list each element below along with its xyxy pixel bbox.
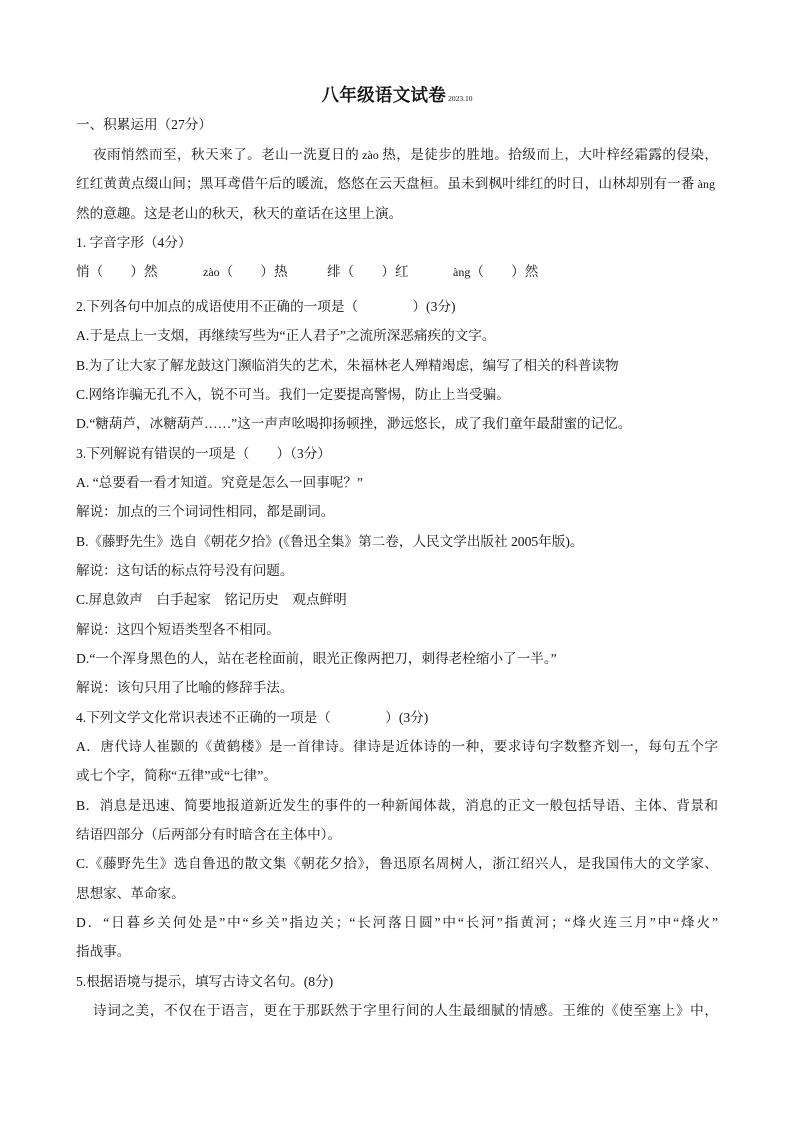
- q4-option-c-line-2: 思想家、革命家。: [76, 885, 185, 901]
- passage-line-2: [76, 169, 718, 198]
- q2-option-d: D.“糖葫芦，冰糖葫芦……”这一声声吆喝抑扬顿挫，渺远悠长，成了我们童年最甜蜜的记忆。: [76, 416, 632, 432]
- passage-pinyin-ang: àng: [697, 177, 715, 192]
- passage-text: 夜雨悄然而至，秋天来了。老山一洗夏日的: [93, 147, 360, 162]
- q3-option-c-note: 解说：这四个短语类型各不相同。: [76, 621, 280, 637]
- q4-heading: 4.下列文学文化常识表述不正确的一项是（ ）(3分): [76, 709, 429, 725]
- q2-option-b: B.为了让大家了解龙鼓这门濒临消失的艺术，朱福林老人殚精竭虑，编写了相关的科普读物: [76, 357, 619, 373]
- q5-heading: 5.根据语境与提示，填写古诗文名句。(8分): [76, 973, 334, 989]
- q3-heading: 3.下列解说有错误的一项是（ ）（3分）: [76, 445, 331, 461]
- q1-items: [76, 257, 718, 286]
- q4-option-a-line-2: 或七个字，简称“五律”或“七律”。: [76, 768, 277, 784]
- q1-item-blank: （ ）: [340, 264, 395, 280]
- q2-option-a: A.于是点上一支烟，再继续写些为“正人君子”之流所深恶痛疾的文字。: [76, 328, 496, 344]
- q1-item-blank: （ ）: [470, 264, 525, 280]
- q1-item: [76, 257, 158, 286]
- passage-pinyin-zao: zào: [362, 148, 379, 162]
- q1-item-blank: （ ）: [89, 264, 144, 280]
- q4-option-d-line-1: D．“日暮乡关何处是”中“乡关”指边关；“长河落日圆”中“长河”指黄河；“烽火连三月”中“烽火”: [76, 914, 718, 930]
- q1-item: [203, 257, 288, 287]
- q4-option-a-line-1: A．唐代诗人崔颢的《黄鹤楼》是一首律诗。律诗是近体诗的一种，要求诗句字数整齐划一，每句五个字: [76, 738, 718, 754]
- q2-heading: 2.下列各句中加点的成语使用不正确的一项是（ ）(3分): [76, 299, 456, 315]
- q1-heading: 1. 字音字形（4分）: [76, 234, 192, 250]
- section-heading: 一、积累运用（27分）: [76, 117, 212, 132]
- q4-option-b-line-2: 结语四部分（后两部分有时暗含在主体中）。: [76, 826, 342, 842]
- exam-header: [76, 80, 718, 110]
- q1-item: [327, 257, 409, 286]
- q1-item-tail: 红: [394, 264, 409, 280]
- passage-text: 红红黄黄点缀山间；黑耳鸢借午后的暖流，悠悠在云天盘桓。虽未到枫叶绯红的时日，山林却别有一番: [76, 176, 695, 192]
- q3-option-a: A. “总要看一看才知道。究竟是怎么一回事呢？”: [76, 475, 363, 490]
- q1-item-word: zào: [203, 265, 220, 280]
- q3-option-d: D.“一个浑身黑色的人，站在老栓面前，眼光正像两把刀，刺得老栓缩小了一半。”: [76, 650, 557, 666]
- q1-item-tail: 然: [143, 264, 158, 280]
- exam-content: [76, 80, 718, 1025]
- q1-item-word: 悄: [76, 264, 90, 280]
- passage-line-3: 然的意趣。这是老山的秋天，秋天的童话在这里上演。: [76, 205, 403, 221]
- q4-option-d-line-2: 指战事。: [76, 944, 131, 960]
- q1-item-tail: 然: [524, 264, 539, 280]
- exam-title: 八年级语文试卷: [321, 85, 447, 105]
- q4-option-b-line-1: B．消息是迅速、简要地报道新近发生的事件的一种新闻体裁，消息的正文一般包括导语、主体、背景和: [76, 797, 718, 813]
- q3-option-a-note: 解说：加点的三个词词性相同，都是副词。: [76, 504, 335, 520]
- q3-option-d-note: 解说：该句只用了比喻的修辞手法。: [76, 680, 294, 696]
- q3-option-b: B.《藤野先生》选自《朝花夕拾》(《鲁迅全集》第二卷，人民文学出版社 2005年版)。: [76, 533, 584, 549]
- q4-option-c-line-1: C.《藤野先生》选自鲁迅的散文集《朝花夕拾》，鲁迅原名周树人，浙江绍兴人，是我国伟大的文学家、: [76, 856, 718, 872]
- passage-text: 热，是徒步的胜地。拾级而上，大叶梓经霜露的侵染，: [381, 147, 719, 162]
- q2-option-c: C.网络诈骗无孔不入，锐不可当。我们一定要提高警惕，防止上当受骗。: [76, 387, 510, 403]
- q1-item-word: 绯: [327, 264, 341, 280]
- q5-text: 诗词之美，不仅在于语言，更在于那跃然于字里行间的人生最细腻的情感。王维的《使至塞上》中，: [93, 1002, 718, 1018]
- q3-option-c: C.屏息敛声 白手起家 铭记历史 观点鲜明: [76, 592, 347, 608]
- exam-date: 2023.10: [448, 94, 473, 103]
- q3-option-b-note: 解说：这句话的标点符号没有问题。: [76, 562, 294, 578]
- q1-item-word: àng: [453, 265, 471, 280]
- q1-item: [453, 257, 538, 287]
- passage-line-1: [76, 140, 718, 169]
- q1-item-blank: （ ）: [219, 264, 275, 280]
- q1-item-tail: 热: [274, 264, 288, 280]
